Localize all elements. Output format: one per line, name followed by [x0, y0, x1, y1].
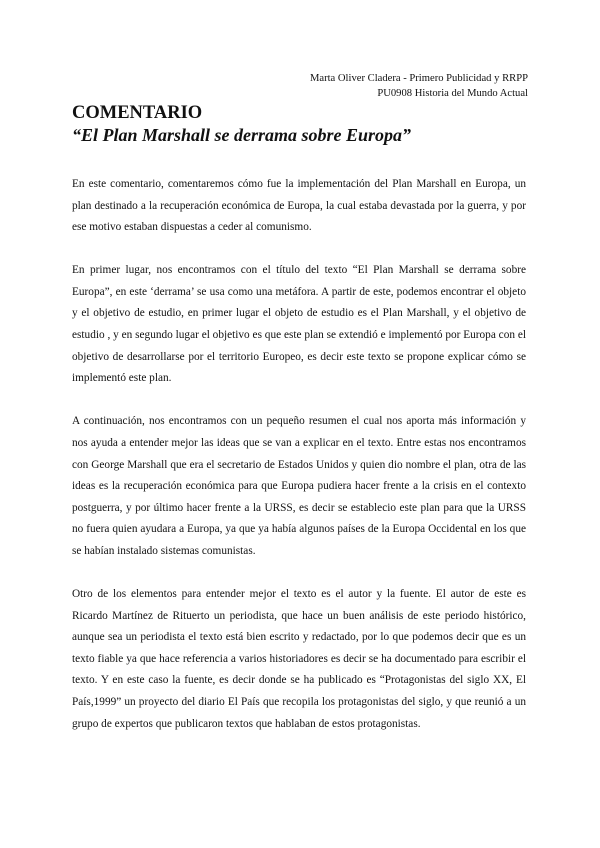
document-body	[72, 174, 526, 757]
paragraph-author-source: Otro de los elementos para entender mejor el texto es el autor y la fuente. El autor de este es Ricardo Martínez de Rituerto un periodista, que hace un buen análisis de este periodo histórico, aunque sea un periodista el texto está bien escrito y redactado, por lo que podemos decir que es un texto fiable ya que hace referencia a varios historiadores es decir se ha documentado para escribir el texto. Y en este caso la fuente, es decir donde se ha publicado es “Protagonistas del siglo XX, El País,1999” un proyecto del diario El País que recopila los protagonistas del siglo, y que reunió a un grupo de expertos que publicaron textos que hablaban de estos protagonistas.	[72, 588, 526, 730]
paragraph-summary: A continuación, nos encontramos con un pequeño resumen el cual nos aporta más información y nos ayuda a entender mejor las ideas que se van a explicar en el texto. Entre estas nos encontramos con George Marshall que era el secretario de Estados Unidos y quien dio nombre el plan, otra de las ideas es la recuperación económica para que Europa pudiera hacer frente a la crisis en el contexto postguerra, y por último hacer frente a la URSS, es decir se establecio este plan para que la URSS no fuera quien ayudara a Europa, ya que ya había algunos países de la Europa Occidental en los que se habían instalado sistemas comunistas.	[72, 415, 526, 557]
header-course-line: PU0908 Historia del Mundo Actual	[377, 88, 528, 99]
paragraph-title-analysis: En primer lugar, nos encontramos con el título del texto “El Plan Marshall se derrama sobre Europa”, en este ‘derrama’ se usa como una metáfora. A partir de este, podemos encontrar el objeto y el objetivo de estudio, en primer lugar el objeto de estudio es el Plan Marshall, y el objetivo de estudio , y en segundo lugar el objetivo es que este plan se extendió e implementó por Europa con el objetivo de desarrollarse por el territorio Europeo, es decir este texto se propone explicar cómo se implementó este plan.	[72, 264, 526, 385]
title-block	[72, 102, 532, 146]
document-title: COMENTARIO	[72, 103, 203, 123]
document-subtitle: “El Plan Marshall se derrama sobre Europa”	[72, 125, 412, 145]
paragraph-introduction: En este comentario, comentaremos cómo fue la implementación del Plan Marshall en Europa, un plan destinado a la recuperación económica de Europa, la cual estaba devastada por la guerra, y por ese motivo estaban dispuestas a ceder al comunismo.	[72, 178, 526, 234]
header-author-line: Marta Oliver Cladera - Primero Publicidad y RRPP	[309, 73, 528, 84]
page-header	[310, 71, 528, 101]
